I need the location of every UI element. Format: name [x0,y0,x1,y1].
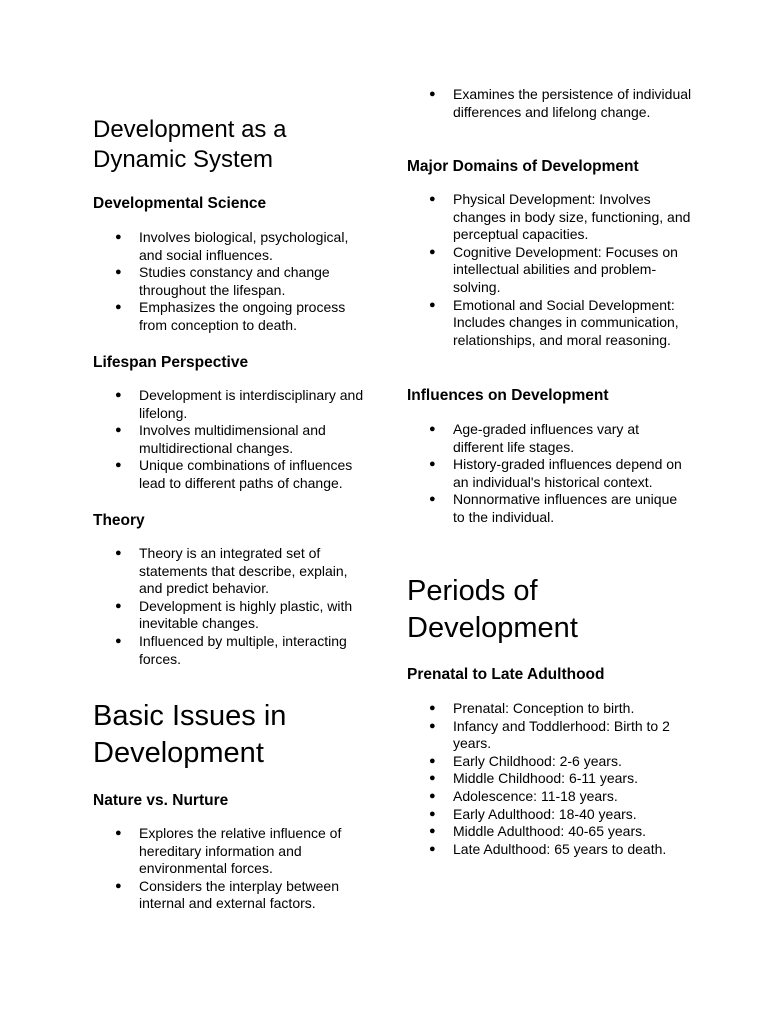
list-item: ● Development is highly plastic, with inevitable changes. [93,598,368,633]
list-theory [93,545,368,668]
list-item: ● Considers the interplay between internal and external factors. [93,878,368,913]
list-item: ● Explores the relative influence of hereditary information and environmental forces. [93,825,368,878]
list-item: ● Adolescence: 11-18 years. [407,788,692,806]
section-title-periods: Periods of Development [407,575,578,644]
list-developmental-science [93,229,368,335]
heading-major-domains: Major Domains of Development [407,158,639,175]
list-item: ● Prenatal: Conception to birth. [407,700,692,718]
list-lifespan-perspective [93,387,368,493]
list-item: ● Early Childhood: 2-6 years. [407,753,692,771]
list-item: ● History-graded influences depend on an individual's historical context. [407,456,692,491]
list-item: ● Examines the persistence of individual differences and lifelong change. [407,86,692,121]
list-item: ● Emotional and Social Development: Includes changes in communication, relationships, and moral reasoning. [407,297,692,350]
section-title-dynamic-system: Development as a Dynamic System [93,116,287,173]
list-item: ● Cognitive Development: Focuses on intellectual abilities and problem-solving. [407,244,692,297]
list-item: ● Late Adulthood: 65 years to death. [407,841,692,859]
list-item: ● Influenced by multiple, interacting forces. [93,633,368,668]
list-item: ● Studies constancy and change throughout the lifespan. [93,264,368,299]
heading-developmental-science: Developmental Science [93,195,267,212]
list-major-domains [407,191,692,349]
heading-lifespan-perspective: Lifespan Perspective [93,354,249,371]
heading-theory: Theory [93,512,145,529]
list-continuation [407,86,692,121]
list-item: ● Age-graded influences vary at different life stages. [407,421,692,456]
heading-prenatal-to-late-adulthood: Prenatal to Late Adulthood [407,666,605,683]
list-item: ● Early Adulthood: 18-40 years. [407,806,692,824]
list-influences [407,421,692,527]
heading-nature-vs-nurture: Nature vs. Nurture [93,792,229,809]
list-item: ● Involves multidimensional and multidirectional changes. [93,422,368,457]
list-periods [407,700,692,858]
list-item: ● Physical Development: Involves changes in body size, functioning, and perceptual capacities. [407,191,692,244]
list-item: ● Emphasizes the ongoing process from conception to death. [93,299,368,334]
section-title-basic-issues: Basic Issues in Development [93,700,287,769]
list-item: ● Involves biological, psychological, and social influences. [93,229,368,264]
list-item: ● Middle Adulthood: 40-65 years. [407,823,692,841]
list-nature-vs-nurture [93,825,368,913]
list-item: ● Unique combinations of influences lead to different paths of change. [93,457,368,492]
list-item: ● Nonnormative influences are unique to the individual. [407,491,692,526]
heading-influences: Influences on Development [407,387,609,404]
list-item: ● Middle Childhood: 6-11 years. [407,770,692,788]
list-item: ● Infancy and Toddlerhood: Birth to 2 years. [407,718,692,753]
list-item: ● Theory is an integrated set of statements that describe, explain, and predict behavior. [93,545,368,598]
list-item: ● Development is interdisciplinary and lifelong. [93,387,368,422]
